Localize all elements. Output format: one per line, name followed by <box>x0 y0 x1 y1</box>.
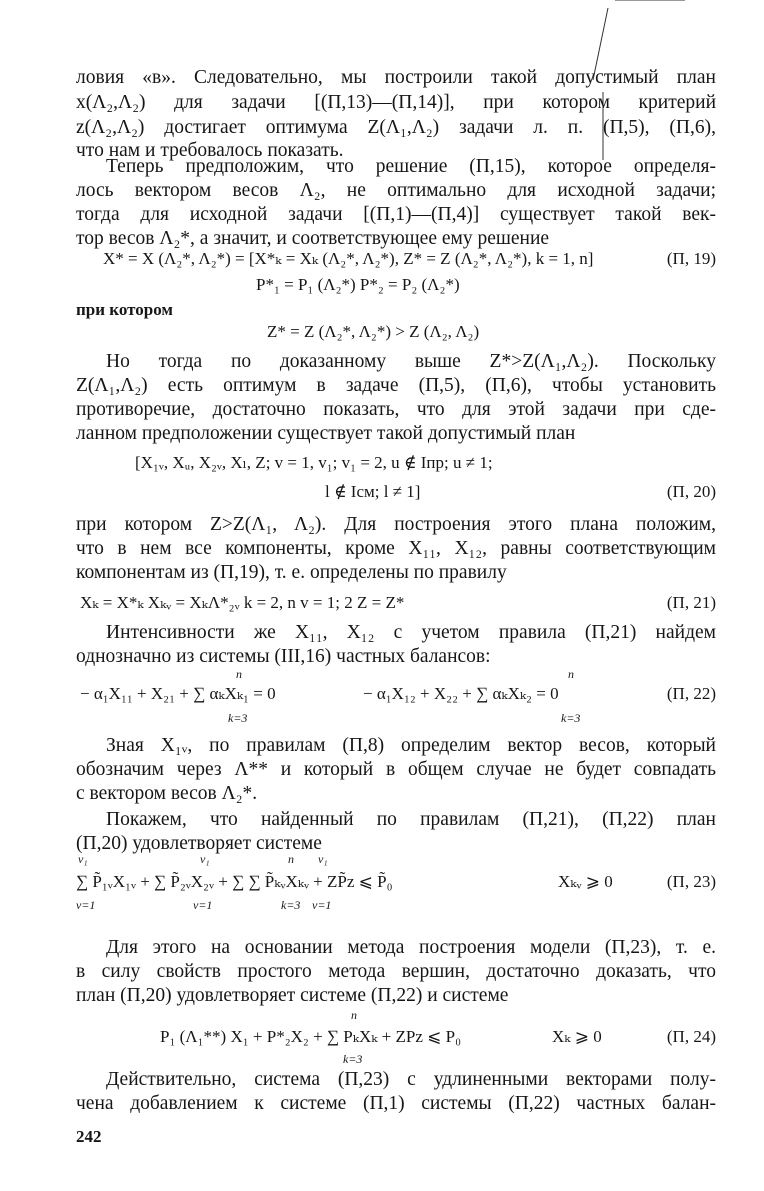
text-line: с вектором весов Λ₂*. <box>76 783 258 804</box>
text-line: обозначим через Λ** и который в общем случае не будет совпадать <box>76 759 716 780</box>
equation-tag-19: (П, 19) <box>666 249 716 268</box>
text-line: компонентам из (П,19), т. е. определены по правилу <box>76 562 507 583</box>
equation-tag-22: (П, 22) <box>666 684 716 703</box>
text-line: при котором Z>Z(Λ₁, Λ₂). Для построения этого плана положим, <box>76 514 716 535</box>
equation-19-line2: P*₁ = P₁ (Λ₂*) P*₂ = P₂ (Λ₂*) <box>256 275 460 294</box>
equation-tag-23: (П, 23) <box>666 872 716 891</box>
text-line: Действительно, система (П,23) с удлиненными векторами полу- <box>106 1069 716 1090</box>
sum-upper-limit: v₁ <box>200 852 210 866</box>
text-line: Но тогда по доказанному выше Z*>Z(Λ₁,Λ₂). Поскольку <box>106 351 716 372</box>
equation-22-left: − α₁X₁₁ + X₂₁ + ∑ αₖXₖ₁ = 0 <box>80 684 276 703</box>
equation-19-line3: Z* = Z (Λ₂*, Λ₂*) > Z (Λ₂, Λ₂) <box>267 322 480 341</box>
sum-lower-limit: v=1 <box>193 898 213 912</box>
equation-22-right: − α₁X₁₂ + X₂₂ + ∑ αₖXₖ₂ = 0 <box>363 684 559 703</box>
sum-lower-limit: k=3 <box>281 898 301 912</box>
text-line: противоречие, достаточно показать, что для этой задачи при сде- <box>76 399 716 420</box>
text-line: однозначно из системы (III,16) частных балансов: <box>76 646 491 667</box>
sum-lower-limit: v=1 <box>76 898 96 912</box>
text-line: (П,20) удовлетворяет системе <box>76 833 322 854</box>
text-line: при котором <box>76 300 173 319</box>
equation-tag-24: (П, 24) <box>666 1027 716 1046</box>
text-line: Z(Λ₁,Λ₂) есть оптимум в задаче (П,5), (П,6), чтобы установить <box>76 375 716 396</box>
text-line: Интенсивности же X₁₁, X₁₂ с учетом правила (П,21) найдем <box>106 622 716 643</box>
sum-upper-limit: n <box>288 852 294 866</box>
text-line: в силу свойств простого метода вершин, достаточно доказать, что <box>76 961 716 982</box>
text-line: тор весов Λ₂*, а значит, и соответствующее ему решение <box>76 228 550 249</box>
text-line: план (П,20) удовлетворяет системе (П,22) и системе <box>76 985 509 1006</box>
text-line: что в нем все компоненты, кроме X₁₁, X₁₂, равны соответствующим <box>76 538 716 559</box>
sum-upper-limit: n <box>351 1008 357 1022</box>
text-line: что нам и требовалось показать. <box>76 140 344 161</box>
equation-24: P₁ (Λ₁**) X₁ + P*₂X₂ + ∑ PₖXₖ + ZPz ⩽ P₀ <box>160 1027 462 1046</box>
text-line: лось вектором весов Λ₂, не оптимально для исходной задачи; <box>76 180 716 201</box>
text-line: Покажем, что найденный по правилам (П,21), (П,22) план <box>106 809 716 830</box>
equation-23: ∑ P̃₁ᵥX₁ᵥ + ∑ P̃₂ᵥX₂ᵥ + ∑ ∑ P̃ₖᵥXₖᵥ + ZP̃z ⩽ P̃₀ <box>76 872 393 891</box>
sum-lower-limit: v=1 <box>312 898 332 912</box>
text-line: Зная X₁ᵥ, по правилам (П,8) определим вектор весов, который <box>106 735 716 756</box>
sum-lower-limit: k=3 <box>228 711 248 725</box>
text-line: Теперь предположим, что решение (П,15), которое определя- <box>106 156 716 177</box>
text-line: чена добавлением к системе (П,1) системы (П,22) частных балан- <box>76 1093 716 1114</box>
equation-19-line1: X* = X (Λ₂*, Λ₂*) = [X*ₖ = Xₖ (Λ₂*, Λ₂*), Z* = Z (Λ₂*, Λ₂*), k = 1, n] <box>103 249 594 268</box>
equation-21: Xₖ = X*ₖ Xₖᵥ = XₖΛ*₂ᵥ k = 2, n v = 1; 2 Z = Z* <box>80 593 405 612</box>
sum-upper-limit: n <box>568 667 574 681</box>
page-number: 242 <box>76 1127 102 1146</box>
sum-upper-limit: v₁ <box>78 852 88 866</box>
equation-23-condition: Xₖᵥ ⩾ 0 <box>558 872 613 891</box>
equation-tag-20: (П, 20) <box>666 482 716 501</box>
equation-20-line1: [X₁ᵥ, Xᵤ, X₂ᵥ, Xₗ, Z; v = 1, v₁; v₁ = 2, u ∉ Iпр; u ≠ 1; <box>135 453 493 472</box>
text-line: Для этого на основании метода построения модели (П,23), т. е. <box>106 937 716 958</box>
equation-24-condition: Xₖ ⩾ 0 <box>552 1027 602 1046</box>
equation-tag-21: (П, 21) <box>666 593 716 612</box>
equation-20-line2: l ∉ Iсм; l ≠ 1] <box>325 482 421 501</box>
sum-upper-limit: v₁ <box>318 852 328 866</box>
sum-lower-limit: k=3 <box>343 1052 363 1066</box>
text-line: x(Λ₂,Λ₂) для задачи [(П,13)—(П,14)], при котором критерий <box>76 92 716 113</box>
sum-lower-limit: k=3 <box>561 711 581 725</box>
sum-upper-limit: n <box>236 667 242 681</box>
text-line: тогда для исходной задачи [(П,1)—(П,4)] существует такой век- <box>76 204 716 225</box>
text-line: z(Λ₂,Λ₂) достигает оптимума Z(Λ₁,Λ₂) задачи л. п. (П,5), (П,6), <box>76 117 716 138</box>
text-line: ловия «в». Следовательно, мы построили такой допустимый план <box>76 67 716 88</box>
text-line: ланном предположении существует такой допустимый план <box>76 423 576 444</box>
